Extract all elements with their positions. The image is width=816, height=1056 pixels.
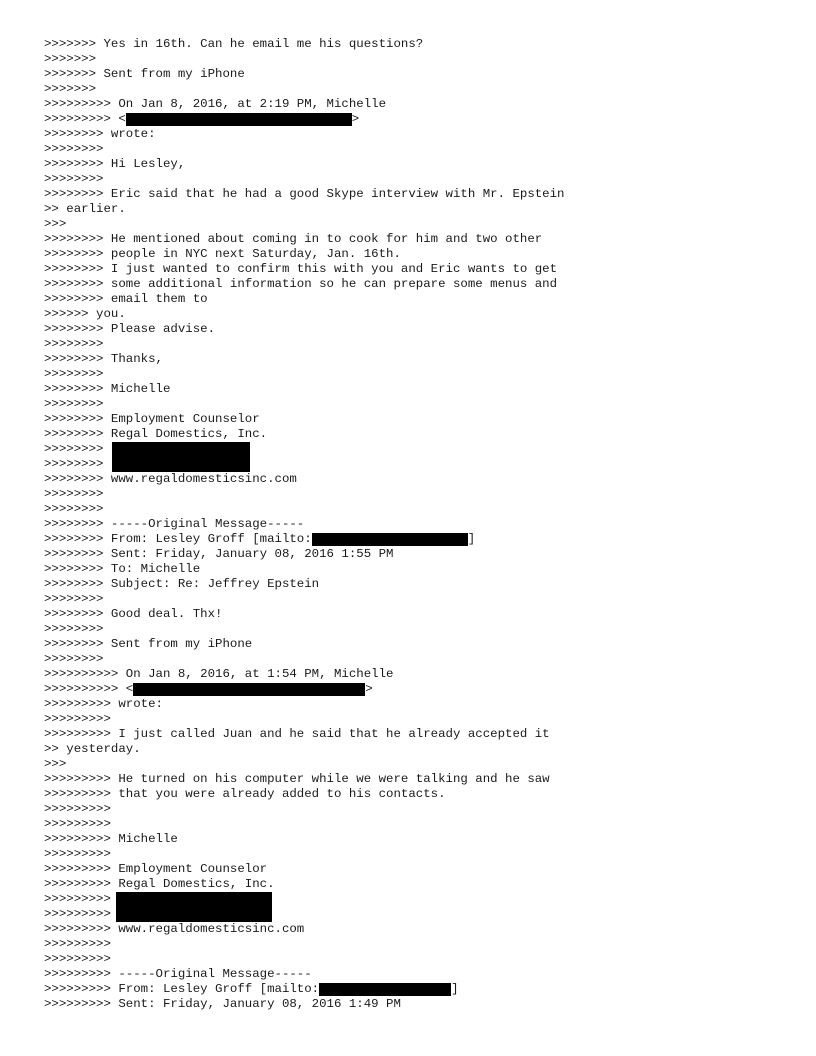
text-line-with-redaction [44, 532, 784, 547]
line-suffix: > [365, 682, 373, 696]
text-line: >>>>>>>> Sent: Friday, January 08, 2016 1:55 PM [44, 547, 394, 561]
text-line: >>>>>> you. [44, 307, 126, 321]
text-line: >>>>>>>>> [44, 952, 111, 966]
text-line: >>>>>>>>> He turned on his computer while we were talking and he saw [44, 772, 550, 786]
text-line: >>>>>>>>> [44, 817, 111, 831]
text-line: >>>>>>>> I just wanted to confirm this with you and Eric wants to get [44, 262, 558, 276]
text-line: >>>>>>>> [44, 622, 104, 636]
text-line: >>>>>>>>> On Jan 8, 2016, at 2:19 PM, Michelle [44, 97, 387, 111]
text-line: >>>>>>>> [44, 367, 104, 381]
text-line: >>>>>>>>> that you were already added to his contacts. [44, 787, 446, 801]
text-line: >>>>>>>> some additional information so he can prepare some menus and [44, 277, 558, 291]
redaction-bar [133, 683, 365, 696]
text-line: >>>>>>>> [44, 337, 104, 351]
redacted-block [44, 892, 784, 922]
text-line: >>>>>>>> [44, 652, 104, 666]
text-line: >>>>>>>> wrote: [44, 127, 156, 141]
line-suffix: ] [451, 982, 459, 996]
text-line: >>>>>>>> Regal Domestics, Inc. [44, 427, 268, 441]
text-line: >>>>>>>> -----Original Message----- [44, 517, 305, 531]
text-line: >>>>>>>> people in NYC next Saturday, Jan. 16th. [44, 247, 401, 261]
text-line: >>>>>>>>>> On Jan 8, 2016, at 1:54 PM, Michelle [44, 667, 394, 681]
text-line: >>>>>>>> Subject: Re: Jeffrey Epstein [44, 577, 320, 591]
line-suffix: > [351, 112, 360, 126]
text-line: >>>>>>>>> Regal Domestics, Inc. [44, 877, 275, 891]
text-line: >>>>>>>>> [44, 907, 111, 921]
text-line: >>> [44, 757, 67, 771]
redaction-bar [112, 442, 250, 472]
text-line: >>>>>>> Yes in 16th. Can he email me his questions? [44, 37, 424, 51]
text-line-with-redaction [44, 982, 784, 997]
text-line: >>>>>>>> [44, 502, 104, 516]
text-line: >>>>>>>> Employment Counselor [44, 412, 260, 426]
text-line: >>>>>>>> Hi Lesley, [44, 157, 186, 171]
text-line: >>>>>>> [44, 52, 97, 66]
text-line: >>>>>>>> [44, 487, 104, 501]
text-line: >>>>>>>> [44, 172, 104, 186]
line-prefix: >>>>>>>> From: Lesley Groff [mailto: [44, 532, 312, 546]
redaction-bar [319, 983, 451, 996]
text-line-with-redaction [44, 112, 784, 127]
text-line: >>>>>>>> Eric said that he had a good Skype interview with Mr. Epstein [44, 187, 565, 201]
text-line: >>>>>>>>> [44, 847, 111, 861]
text-line: >> earlier. [44, 202, 126, 216]
redaction-bar [312, 533, 468, 546]
text-line: >>>>>>>> Sent from my iPhone [44, 637, 253, 651]
redacted-block [44, 442, 784, 472]
text-line: >> yesterday. [44, 742, 141, 756]
email-thread-page [44, 37, 784, 1012]
text-line: >>>>>>>> To: Michelle [44, 562, 201, 576]
text-line: >>>>>>>>> [44, 937, 111, 951]
text-line: >>>>>>>>> [44, 892, 111, 906]
text-line: >>>>>>>>> I just called Juan and he said that he already accepted it [44, 727, 550, 741]
text-line: >>>>>>>> Please advise. [44, 322, 216, 336]
text-line: >>>>>>> [44, 82, 97, 96]
text-line: >>>>>>>> Good deal. Thx! [44, 607, 223, 621]
text-line: >>>>>>>> email them to [44, 292, 208, 306]
text-line: >>>>>>>>> Michelle [44, 832, 178, 846]
text-line: >>>>>>>> [44, 397, 104, 411]
text-line: >>>>>>>> He mentioned about coming in to cook for him and two other [44, 232, 543, 246]
line-prefix: >>>>>>>>> From: Lesley Groff [mailto: [44, 982, 320, 996]
redaction-bar [116, 892, 272, 922]
text-line: >>>>>>>>> [44, 802, 111, 816]
redaction-bar [126, 113, 352, 126]
line-prefix: >>>>>>>>> < [44, 112, 126, 126]
text-line: >>>>>>>>> [44, 712, 111, 726]
line-suffix: ] [467, 532, 476, 546]
text-line-with-redaction [44, 682, 784, 697]
text-line: >>>>>>>>> Sent: Friday, January 08, 2016 1:49 PM [44, 997, 401, 1011]
line-prefix: >>>>>>>>>> < [44, 682, 134, 696]
text-line: >>> [44, 217, 67, 231]
text-line: >>>>>>>>> Employment Counselor [44, 862, 268, 876]
text-line: >>>>>>>>> wrote: [44, 697, 163, 711]
text-line: >>>>>>> Sent from my iPhone [44, 67, 245, 81]
text-line: >>>>>>>> [44, 592, 104, 606]
text-line: >>>>>>>> [44, 457, 104, 471]
text-line: >>>>>>>> [44, 442, 104, 456]
text-line: >>>>>>>> Michelle [44, 382, 171, 396]
text-line: >>>>>>>> www.regaldomesticsinc.com [44, 472, 297, 486]
text-line: >>>>>>>> Thanks, [44, 352, 163, 366]
text-line: >>>>>>>>> www.regaldomesticsinc.com [44, 922, 305, 936]
text-line: >>>>>>>>> -----Original Message----- [44, 967, 312, 981]
text-line: >>>>>>>> [44, 142, 104, 156]
